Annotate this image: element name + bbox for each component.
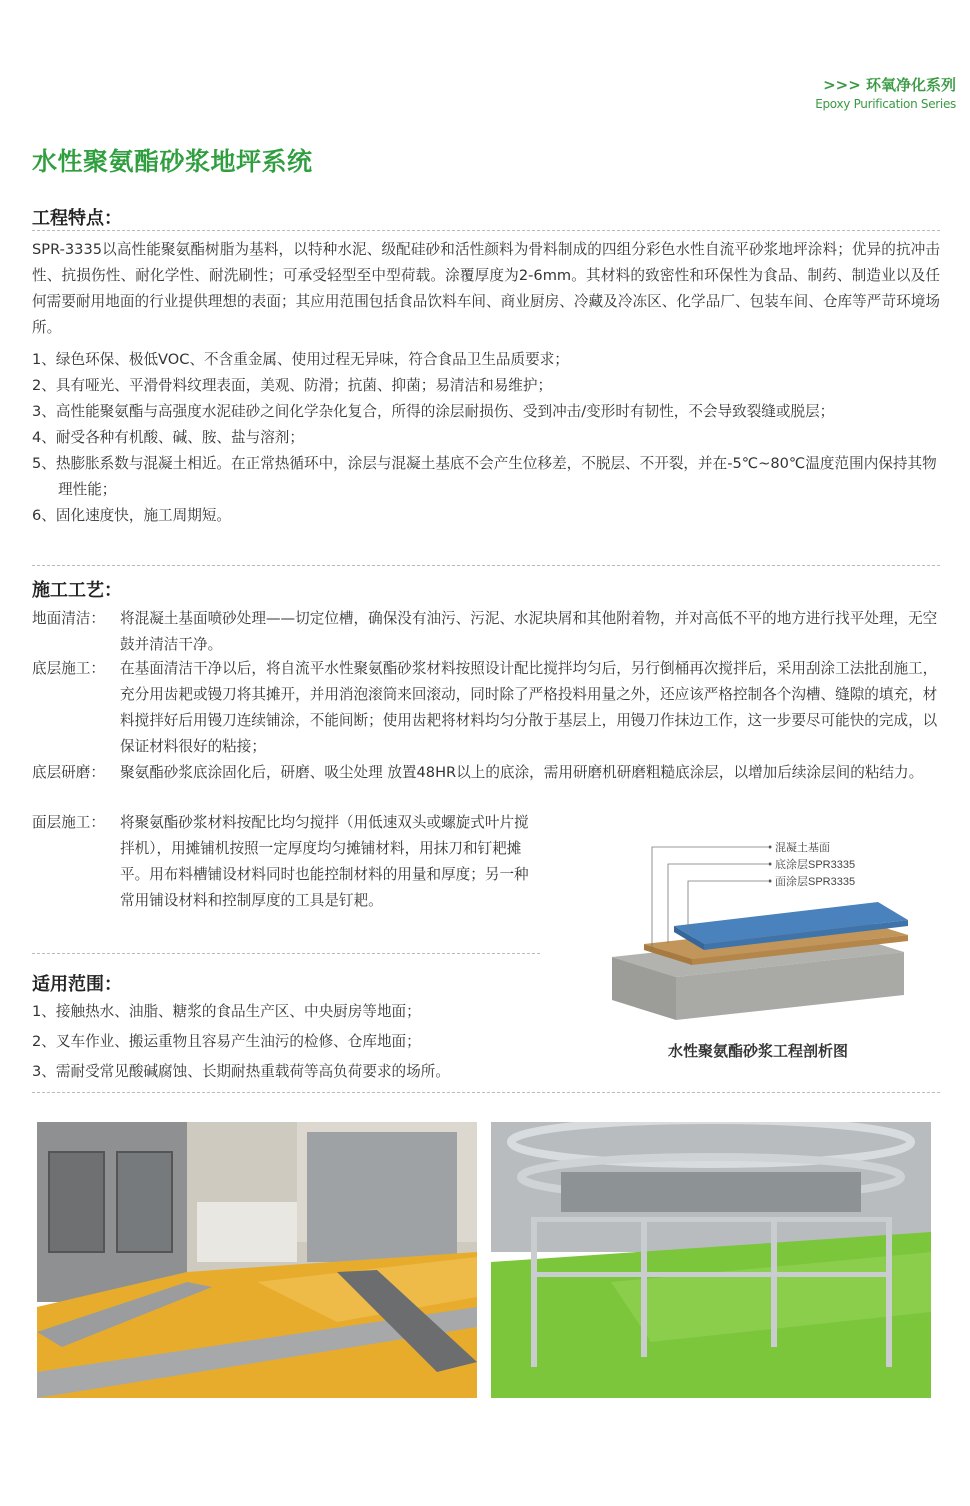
list-item: 6、固化速度快，施工周期短。 xyxy=(32,507,232,524)
process-step xyxy=(32,810,536,914)
factory-floor-illustration xyxy=(491,1122,931,1398)
bullet-dot xyxy=(769,846,772,849)
list-item: 3、高性能聚氨酯与高强度水泥硅砂之间化学杂化复合，所得的涂层耐损伤、受到冲击/变形时有韧性，不会导致裂缝或脱层； xyxy=(32,403,835,420)
white-cabinet xyxy=(197,1202,297,1262)
features-intro: SPR-3335以高性能聚氨酯树脂为基料，以特种水泥、级配硅砂和活性颜料为骨料制成的四组分彩色水性自流平砂浆地坪涂料；优异的抗冲击性、抗损伤性、耐化学性、耐洗刷性；可承受轻型至中型荷载。涂覆厚度为2-6mm。其材料的致密性和环保性为食品、制药、制造业以及任何需要耐用地面的行业提供理想的表面；其应用范围包括食品饮料车间、商业厨房、冷藏及冷冻区、化学品厂、包装车间、仓库等严苛环境场所。 xyxy=(32,241,940,336)
process-heading: 施工工艺： xyxy=(32,580,122,601)
factory-floor-photo xyxy=(491,1122,931,1398)
grey-panel xyxy=(307,1132,457,1262)
steel-frame xyxy=(641,1217,647,1357)
equipment-door xyxy=(117,1152,172,1252)
diagram-caption: 水性聚氨酯砂浆工程剖析图 xyxy=(667,1042,848,1060)
process-step xyxy=(32,656,944,760)
features-heading: 工程特点： xyxy=(32,208,122,229)
page-title: 水性聚氨酯砂浆地坪系统 xyxy=(32,147,313,176)
steel-frame xyxy=(531,1217,891,1222)
machine-body xyxy=(561,1172,861,1212)
list-item: 5、热膨胀系数与混凝土相近。在正常热循环中，涂层与混凝土基底不会产生位移差，不脱层、不开裂，并在-5℃~80℃温度范围内保持其物理性能； xyxy=(32,455,937,498)
step-label: 面层施工： xyxy=(32,814,105,831)
list-item: 1、绿色环保、极低VOC、不含重金属、使用过程无异味，符合食品卫生品质要求； xyxy=(32,351,569,368)
kitchen-floor-illustration xyxy=(37,1122,477,1398)
list-item: 2、叉车作业、搬运重物且容易产生油污的检修、仓库地面； xyxy=(32,1033,421,1050)
step-text: 在基面清洁干净以后，将自流平水性聚氨酯砂浆材料按照设计配比搅拌均匀后，另行倒桶再次搅拌后，采用刮涂工法批刮施工，充分用齿耙或镘刀将其摊开，并用消泡滚筒来回滚动，同时除了严格投料用量之外，还应该严格控制各个沟槽、缝隙的填充，材料搅拌好后用镘刀连续铺涂，不能间断；使用齿耙将材料均匀分散于基层上，用镘刀作抹边工作，这一步要尽可能快的完成，以保证材料很好的粘接； xyxy=(120,660,938,755)
steel-frame xyxy=(531,1272,891,1277)
process-divider-top xyxy=(32,565,940,566)
process-step xyxy=(32,760,940,786)
application-heading: 适用范围： xyxy=(32,974,122,995)
bullet-dot xyxy=(769,880,772,883)
step-label: 地面清洁： xyxy=(32,610,105,627)
list-item: 3、需耐受常见酸碱腐蚀、长期耐热重载荷等高负荷要求的场所。 xyxy=(32,1063,450,1080)
equipment-door xyxy=(49,1152,104,1252)
step-label: 底层施工： xyxy=(32,660,105,677)
list-item: 2、具有哑光、平滑骨料纹理表面，美观、防滑；抗菌、抑菌；易清洁和易维护； xyxy=(32,377,553,394)
application-list xyxy=(32,997,562,1087)
features-list xyxy=(32,347,940,529)
diagram-label: 底涂层SPR3335 xyxy=(775,859,856,871)
steel-frame xyxy=(886,1217,892,1367)
kitchen-floor-photo xyxy=(37,1122,477,1398)
step-label: 底层研磨： xyxy=(32,764,105,781)
step-text: 将混凝土基面喷砂处理——切定位槽，确保没有油污、污泥、水泥块屑和其他附着物，并对高低不平的地方进行找平处理，无空鼓并清洁干净。 xyxy=(120,610,938,653)
steel-frame xyxy=(771,1217,777,1347)
cross-section-diagram xyxy=(608,840,908,1040)
features-divider xyxy=(32,230,940,231)
step-text: 聚氨酯砂浆底涂固化后，研磨、吸尘处理 放置48HR以上的底涂，需用研磨机研磨粗糙底涂层，以增加后续涂层间的粘结力。 xyxy=(120,764,924,781)
diagram-label: 面涂层SPR3335 xyxy=(775,876,856,888)
steel-frame xyxy=(531,1217,537,1367)
diagram-label: 混凝土基面 xyxy=(775,842,830,854)
step-text: 将聚氨酯砂浆材料按配比均匀搅拌（用低速双头或螺旋式叶片搅拌机），用摊铺机按照一定厚度均匀摊铺材料，用抹刀和钉耙摊平。用布料槽铺设材料同时也能控制材料的用量和厚度；另一种常用铺设材料和控制厚度的工具是钉耙。 xyxy=(120,814,529,909)
series-title-en: Epoxy Purification Series xyxy=(815,97,956,111)
application-divider-bottom xyxy=(32,1092,940,1093)
application-divider-top xyxy=(32,953,540,954)
process-step xyxy=(32,606,940,658)
list-item: 4、耐受各种有机酸、碱、胺、盐与溶剂； xyxy=(32,429,304,446)
list-item: 1、接触热水、油脂、糖浆的食品生产区、中央厨房等地面； xyxy=(32,1003,421,1020)
bullet-dot xyxy=(769,863,772,866)
series-title-cn: >>> 环氧净化系列 xyxy=(823,76,956,94)
